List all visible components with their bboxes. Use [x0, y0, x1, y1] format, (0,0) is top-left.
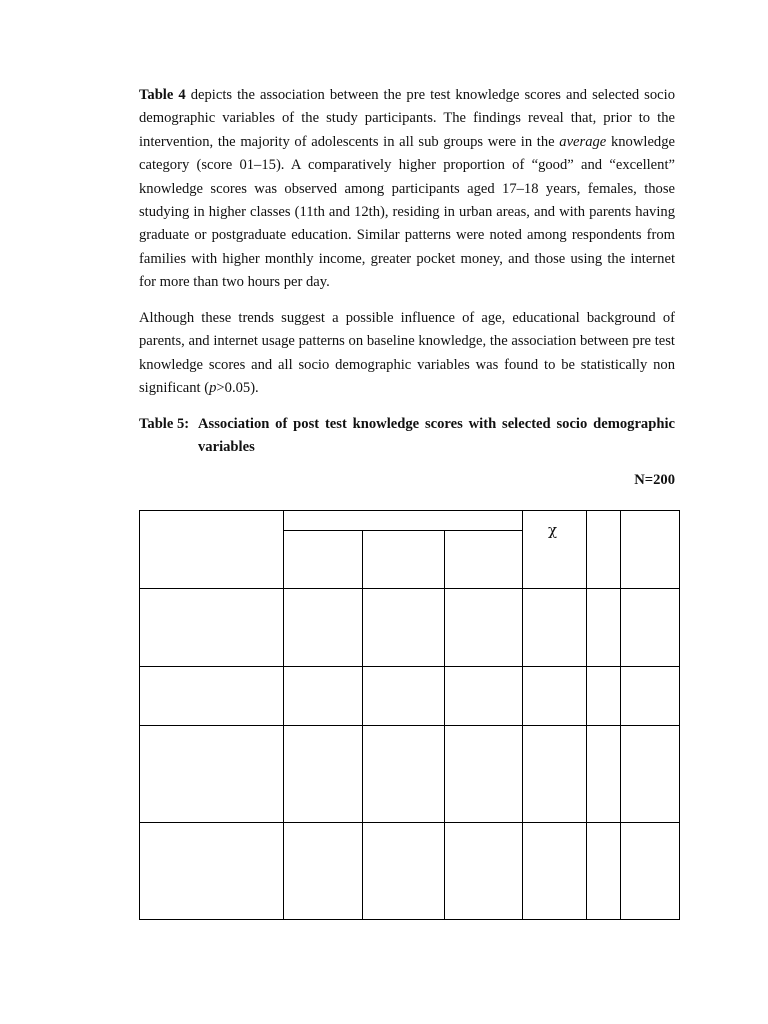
sample-size-label: N=200	[634, 472, 675, 488]
paragraph1-text-a: depicts the association between the pre test knowledge scores and selected socio demographic variables of the study participants. The findings reveal that, prior to the intervention, the majority of adolescents in all sub groups were in the	[139, 87, 675, 150]
paragraph2-text-a: Although these trends suggest a possible influence of age, educational background of parents, and internet usage patterns on baseline knowledge, the association between pre test knowledge scores and all socio demographic variables was found to be statistically non significant (	[139, 310, 675, 397]
table5-caption-text: Association of post test knowledge scores with selected socio demographic variables	[198, 416, 675, 456]
chi-square-header: χ	[548, 521, 558, 539]
paragraph2-text-b: >0.05).	[216, 380, 259, 397]
paragraph2-italic-p: p	[209, 380, 217, 397]
paragraph1-italic-term: average	[559, 133, 607, 150]
paragraph1-text-b: knowledge category (score 01–15). A comparatively higher proportion of “good” and “excellent” knowledge scores was observed among participants aged 17–18 years, females, those studying in higher classes (11th and 12th), residing in urban areas, and with parents having graduate or postgraduate education. Similar patterns were noted among respondents from families with higher monthly income, greater pocket money, and those using the internet for more than two hours per day.	[139, 133, 675, 291]
table5-caption-label: Table 5:	[139, 416, 190, 432]
table4-reference: Table 4	[139, 87, 186, 103]
table-outer-border	[140, 511, 680, 920]
